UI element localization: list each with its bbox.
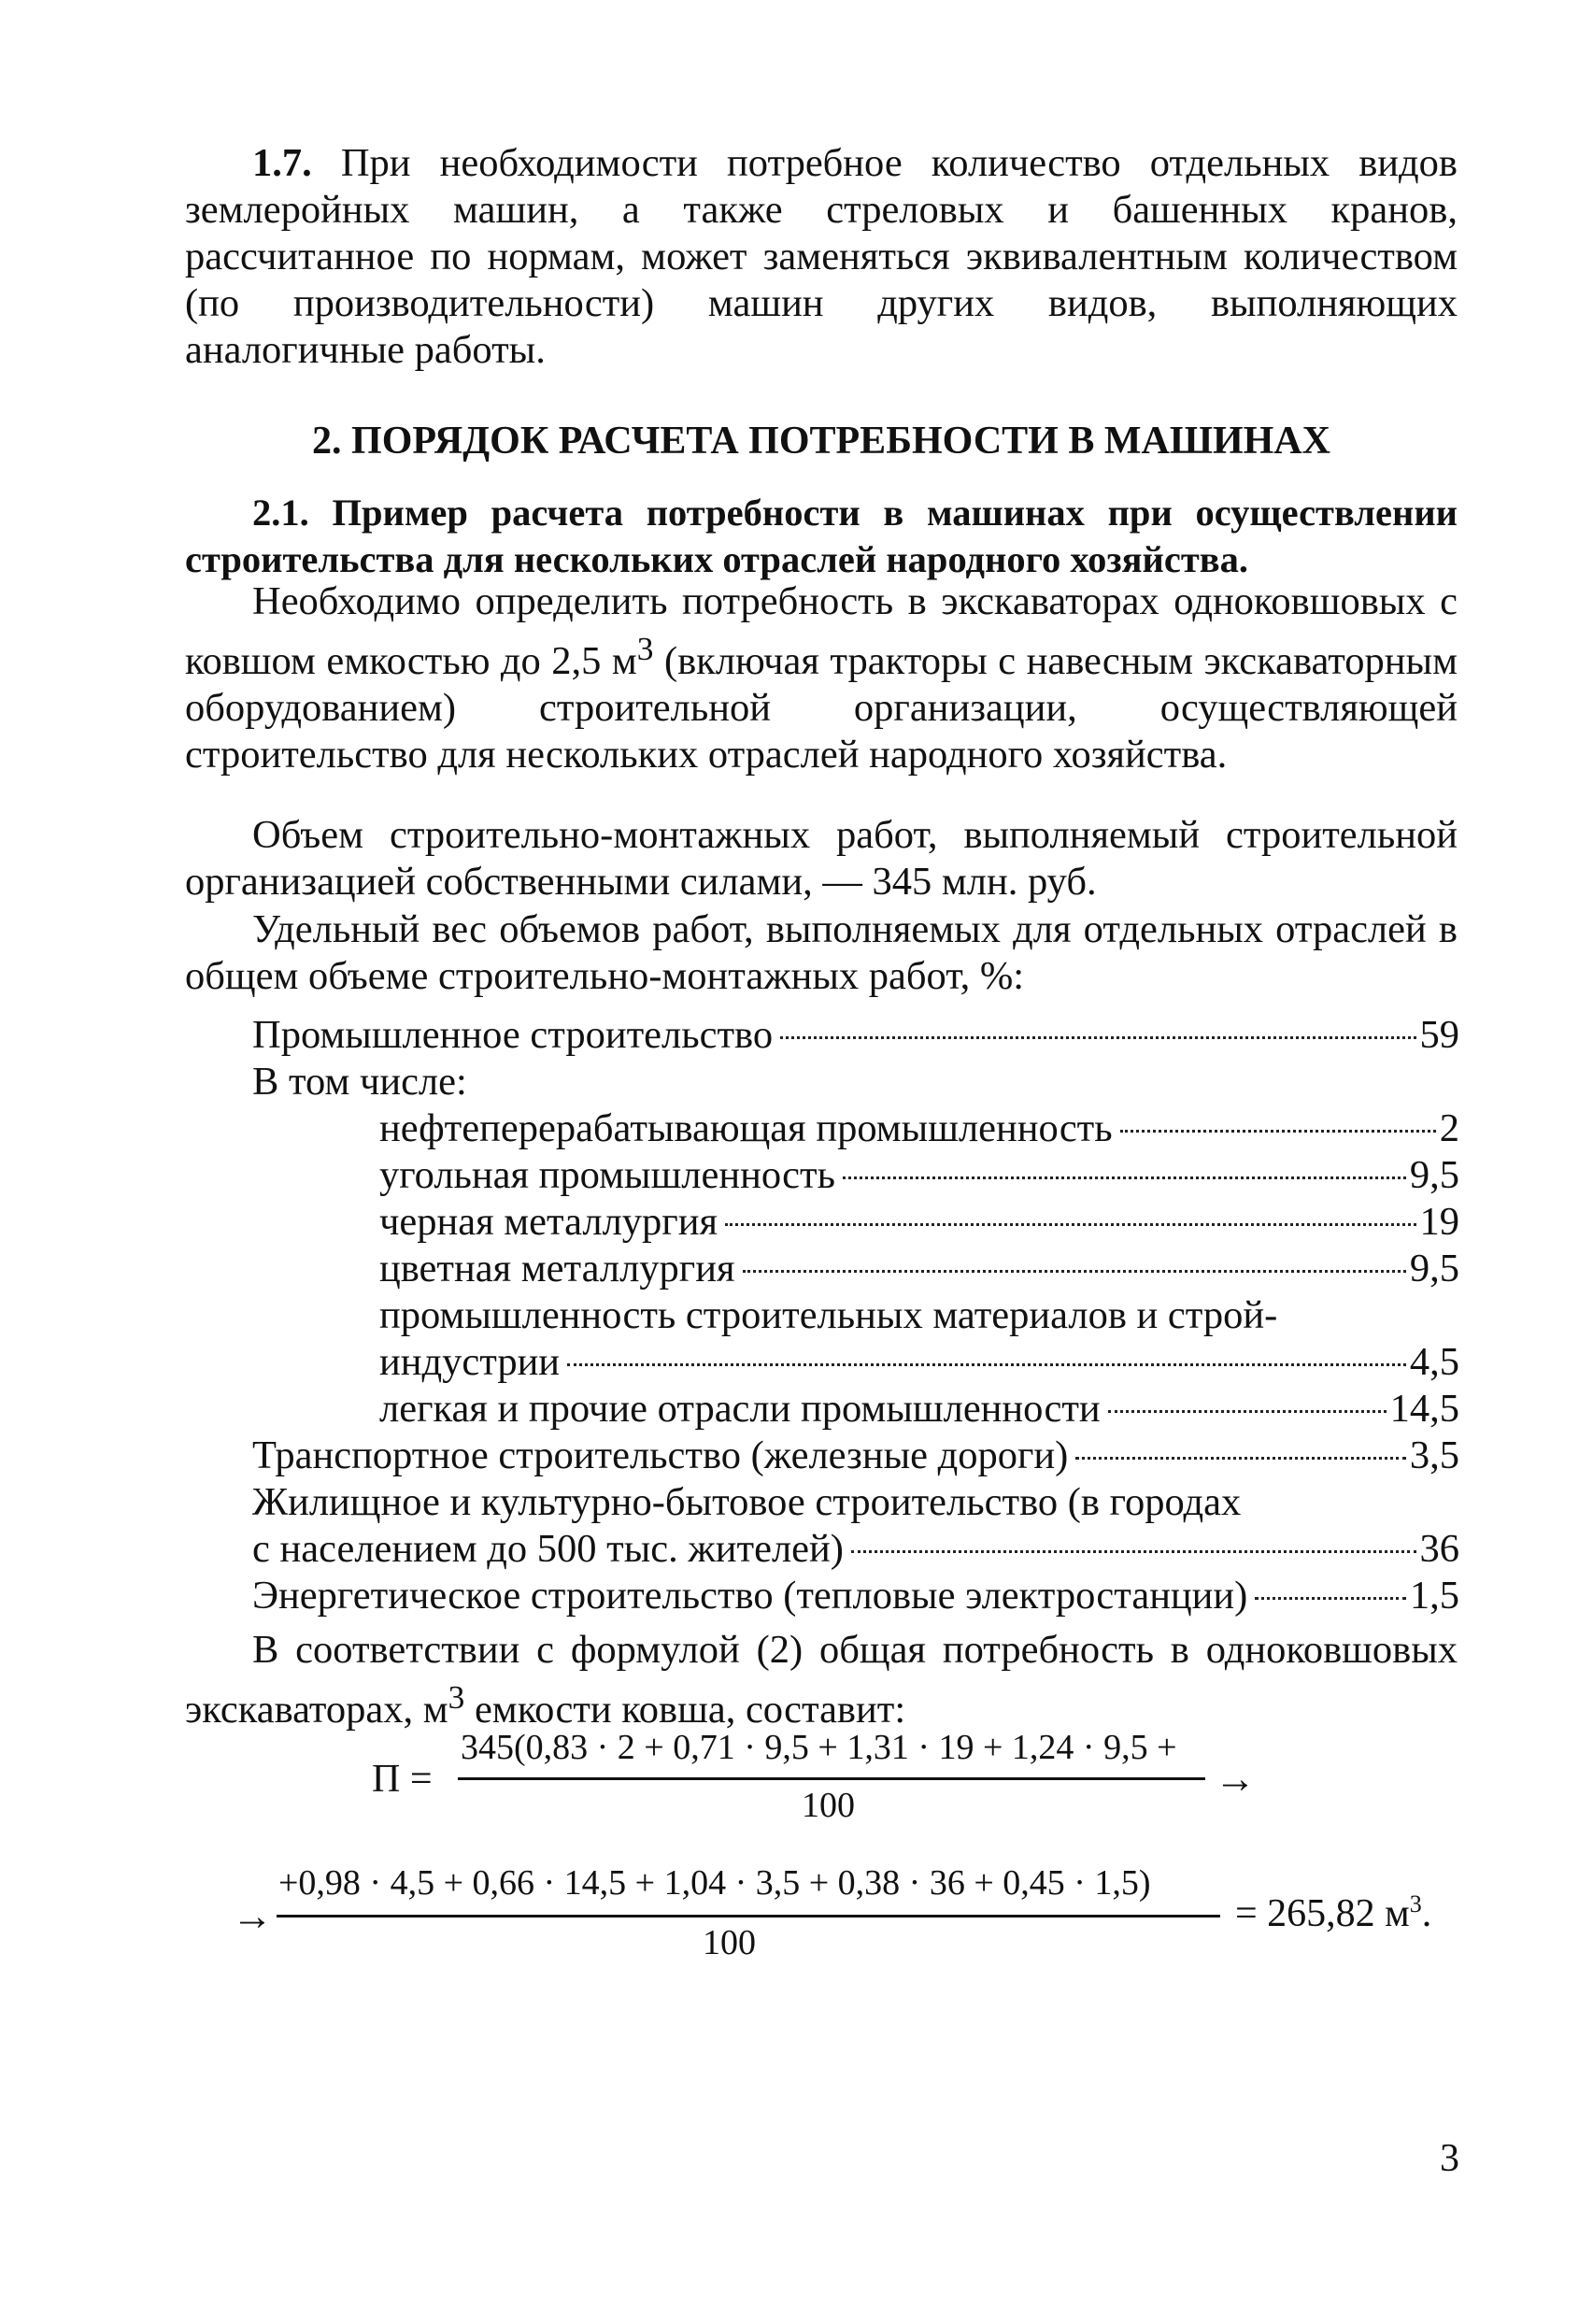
superscript: 3 bbox=[1409, 1890, 1422, 1918]
leader-dots bbox=[780, 1036, 1415, 1039]
paragraph-formula-intro bbox=[185, 1627, 1458, 1733]
text: В соответствии с формулой (2) общая потребность в одноковшовых экскаваторах, м bbox=[185, 1628, 1458, 1732]
list-subheading: В том числе: bbox=[252, 1060, 467, 1104]
list-item bbox=[252, 1012, 1459, 1059]
leader-dots bbox=[1255, 1597, 1406, 1600]
text: Необходимо определить потребность в экскаваторах одноковшовых с ковшом емкостью до 2,5 м bbox=[185, 579, 1458, 684]
leader-dots bbox=[843, 1176, 1406, 1179]
item-label: Транспортное строительство (железные дороги) bbox=[252, 1433, 1069, 1477]
page-number: 3 bbox=[1440, 2137, 1459, 2180]
list-item bbox=[379, 1105, 1459, 1152]
result-period: . bbox=[1421, 1892, 1432, 1935]
item-value: 9,5 bbox=[1409, 1153, 1459, 1197]
item-value: 59 bbox=[1419, 1013, 1459, 1057]
list-item bbox=[379, 1386, 1459, 1433]
item-value: 19 bbox=[1419, 1200, 1459, 1244]
item-label: с населением до 500 тыс. жителей) bbox=[252, 1527, 844, 1571]
list-item bbox=[379, 1199, 1459, 1246]
superscript: 3 bbox=[636, 630, 654, 667]
superscript: 3 bbox=[448, 1678, 465, 1716]
list-item bbox=[252, 1573, 1459, 1619]
leader-dots bbox=[1120, 1130, 1436, 1133]
leader-dots bbox=[743, 1270, 1406, 1273]
result-text: = 265,82 м bbox=[1235, 1892, 1410, 1935]
item-value: 2 bbox=[1439, 1106, 1459, 1150]
item-value: 3,5 bbox=[1409, 1433, 1459, 1477]
item-label: цветная металлургия bbox=[379, 1247, 735, 1290]
paragraph-text: При необходимости потребное количество отдельных видов землеройных машин, а также стреловых и башенных кранов, рассчитанное по нормам, может заменяться эквивалентным количеством (по производительности) машин других видов, выполняющих аналогичные работы. bbox=[185, 141, 1458, 372]
list-item bbox=[379, 1246, 1459, 1292]
paragraph-need bbox=[185, 578, 1458, 778]
formula-numerator-1: 345(0,83 · 2 + 0,71 · 9,5 + 1,31 · 19 + 1,24 · 9,5 + bbox=[461, 1728, 1177, 1767]
item-label: Промышленное строительство bbox=[252, 1013, 774, 1057]
paragraph-number: 1.7. bbox=[252, 141, 312, 185]
formula-denominator-2: 100 bbox=[703, 1923, 756, 1962]
paragraph-1-7 bbox=[185, 140, 1458, 374]
text: емкости ковша, составит: bbox=[464, 1688, 906, 1732]
leader-dots bbox=[1108, 1410, 1387, 1413]
leader-dots bbox=[725, 1223, 1416, 1226]
item-label: Энергетическое строительство (тепловые электростанции) bbox=[252, 1574, 1248, 1618]
list-item bbox=[379, 1152, 1459, 1199]
fraction-bar bbox=[458, 1777, 1205, 1780]
formula-result bbox=[1235, 1890, 1431, 1936]
formula-denominator-1: 100 bbox=[802, 1786, 855, 1825]
text: (включая тракторы с навесным экскаваторным оборудованием) строительной организации, осуществляющей строительство для нескольких отраслей народного хозяйства. bbox=[185, 639, 1458, 777]
subsection-title: 2.1. Пример расчета потребности в машинах при осуществлении строительства для нескольких отраслей народного хозяйства. bbox=[185, 492, 1458, 580]
item-value: 14,5 bbox=[1389, 1387, 1459, 1431]
item-label: черная металлургия bbox=[379, 1200, 718, 1244]
leader-dots bbox=[851, 1550, 1416, 1553]
leader-dots bbox=[567, 1363, 1406, 1366]
list-item bbox=[379, 1339, 1459, 1386]
leader-dots bbox=[1075, 1457, 1406, 1460]
formula-numerator-2: +0,98 · 4,5 + 0,66 · 14,5 + 1,04 · 3,5 + 0,38 · 36 + 0,45 · 1,5) bbox=[278, 1863, 1151, 1903]
arrow-right: → bbox=[232, 1893, 273, 1939]
paragraph-volume: Объем строительно-монтажных работ, выполняемый строительной организацией собственными силами, — 345 млн. руб. bbox=[185, 813, 1458, 904]
item-label: нефтеперерабатывающая промышленность bbox=[379, 1106, 1113, 1150]
arrow-right: → bbox=[1215, 1756, 1256, 1802]
list-item-continued: Жилищное и культурно-бытовое строительство (в городах bbox=[252, 1480, 1242, 1524]
item-label: угольная промышленность bbox=[379, 1153, 835, 1197]
item-value: 36 bbox=[1419, 1527, 1459, 1571]
list-item bbox=[252, 1433, 1459, 1479]
formula-lhs: П = bbox=[372, 1758, 433, 1801]
list-item bbox=[252, 1526, 1459, 1573]
item-label: легкая и прочие отрасли промышленности bbox=[379, 1387, 1101, 1431]
item-label: индустрии bbox=[379, 1340, 561, 1384]
paragraph-share: Удельный вес объемов работ, выполняемых для отдельных отраслей в общем объеме строительно-монтажных работ, %: bbox=[185, 907, 1458, 998]
item-value: 1,5 bbox=[1409, 1574, 1459, 1618]
section-title: 2. ПОРЯДОК РАСЧЕТА ПОТРЕБНОСТИ В МАШИНАХ bbox=[312, 420, 1330, 463]
item-value: 9,5 bbox=[1409, 1247, 1459, 1290]
item-value: 4,5 bbox=[1409, 1340, 1459, 1384]
fraction-bar bbox=[277, 1915, 1220, 1918]
list-item-continued: промышленность строительных материалов и строй- bbox=[379, 1293, 1278, 1337]
